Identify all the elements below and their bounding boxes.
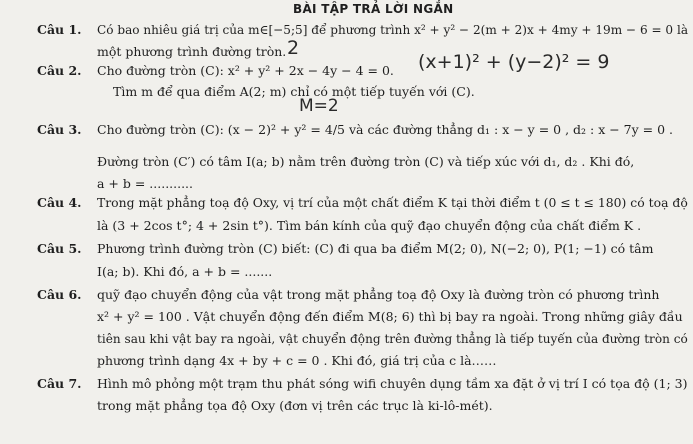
q3-number: Câu 3. (37, 122, 82, 137)
q3-line-2: Đường tròn (C′) có tâm I(a; b) nằm trên đường tròn (C) và tiếp xúc với d₁, d₂ . Khi đó, (97, 154, 635, 169)
q7-line-2: trong mặt phẳng tọa độ Oxy (đơn vị trên các trục là ki-lô-mét). (97, 398, 493, 413)
q1-line-1: Có bao nhiêu giá trị của m∈[−5;5] để phương trình x² + y² − 2(m + 2)x + 4my + 19m − 6 = 0 là (97, 22, 689, 37)
q4-line-2: là (3 + 2cos t°; 4 + 2sin t°). Tìm bán kính của quỹ đạo chuyển động của chất điểm K . (97, 218, 642, 233)
q2-line-2: Tìm m để qua điểm A(2; m) chỉ có một tiếp tuyến với (C). (113, 84, 475, 99)
q2-handwritten-equation: (x+1)² + (y−2)² = 9 (418, 51, 610, 73)
q5-line-1: Phương trình đường tròn (C) biết: (C) đi qua ba điểm M(2; 0), N(−2; 0), P(1; −1) có tâm (97, 241, 654, 256)
q6-line-3: tiên sau khi vật bay ra ngoài, vật chuyển động trên đường thẳng là tiếp tuyến của đường tròn có (97, 331, 688, 346)
q5-line-2: I(a; b). Khi đó, a + b = ....... (97, 264, 273, 279)
q6-line-4: phương trình dạng 4x + by + c = 0 . Khi đó, giá trị của c là…… (97, 353, 497, 368)
page-title: BÀI TẬP TRẢ LỜI NGẮN (293, 2, 454, 16)
q4-line-1: Trong mặt phẳng toạ độ Oxy, vị trí của một chất điểm K tại thời điểm t (0 ≤ t ≤ 180) có toạ độ (97, 195, 688, 210)
q4-number: Câu 4. (37, 195, 82, 210)
q1-line-2: một phương trình đường tròn. (97, 44, 287, 59)
q2-number: Câu 2. (37, 63, 82, 78)
q3-line-3: a + b = ........... (97, 176, 194, 191)
q1-number: Câu 1. (37, 22, 82, 37)
q1-handwritten-answer: 2 (287, 37, 300, 59)
q5-number: Câu 5. (37, 241, 82, 256)
q3-line-1: Cho đường tròn (C): (x − 2)² + y² = 4/5 và các đường thẳng d₁ : x − y = 0 , d₂ : x − 7y = 0 . (97, 122, 674, 137)
q2-handwritten-m: M=2 (299, 96, 339, 116)
q7-number: Câu 7. (37, 376, 82, 391)
q2-line-1: Cho đường tròn (C): x² + y² + 2x − 4y − 4 = 0. (97, 63, 394, 78)
q6-line-1: quỹ đạo chuyển động của vật trong mặt phẳng toạ độ Oxy là đường tròn có phương trình (97, 287, 660, 302)
q7-line-1: Hình mô phỏng một trạm thu phát sóng wifi chuyên dụng tầm xa đặt ở vị trí I có tọa độ (1; 3) (97, 376, 688, 391)
q6-line-2: x² + y² = 100 . Vật chuyển động đến điểm M(8; 6) thì bị bay ra ngoài. Trong những giây đầu (97, 309, 683, 324)
q6-number: Câu 6. (37, 287, 82, 302)
